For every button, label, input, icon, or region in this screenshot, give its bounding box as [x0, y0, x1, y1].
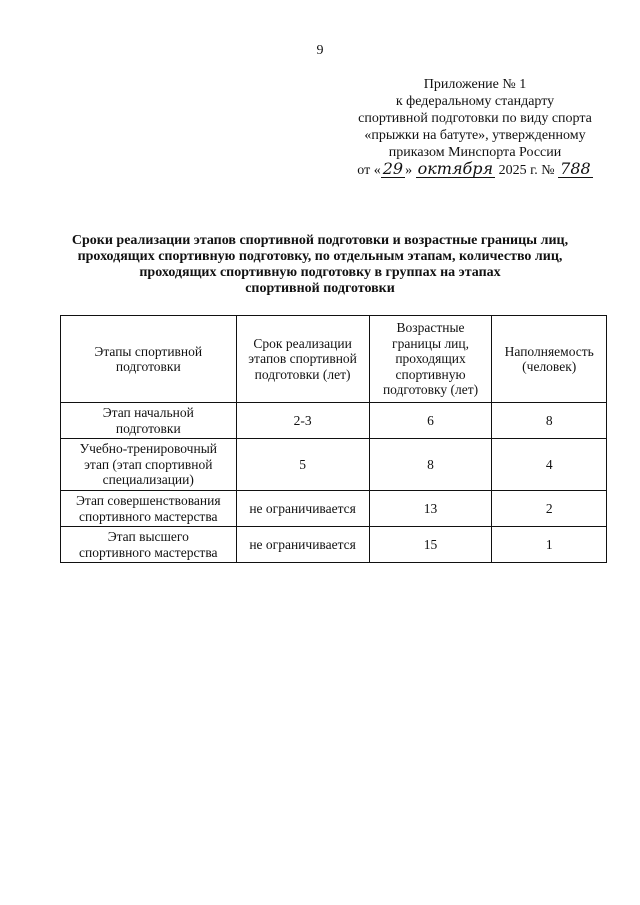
table-cell: Этап совершенствования спортивного мастерства [61, 491, 237, 527]
table-cell: Этап высшего спортивного мастерства [61, 527, 237, 563]
appendix-block [340, 76, 610, 179]
appendix-line: приказом Минспорта России [388, 145, 562, 160]
header-cell-age: Возрастные границы лиц, проходящих спортивную подготовку (лет) [369, 316, 492, 403]
date-year: 2025 г. № [498, 163, 555, 178]
table-cell: 5 [236, 439, 369, 491]
date-day: 29 [382, 159, 404, 178]
title-line: проходящих спортивную подготовку, по отдельным этапам, количество лиц, [77, 249, 563, 264]
table-cell: 8 [369, 439, 492, 491]
table-row [61, 439, 607, 491]
page-number: 9 [316, 43, 324, 58]
header-cell-stages: Этапы спортивной подготовки [61, 316, 237, 403]
table-cell: 4 [492, 439, 607, 491]
table-row [61, 527, 607, 563]
stages-table [60, 315, 607, 563]
date-mid: » [405, 163, 413, 178]
table-cell: 15 [369, 527, 492, 563]
table-cell: 2 [492, 491, 607, 527]
order-number: 788 [560, 159, 591, 178]
title-line: спортивной подготовки [245, 281, 395, 296]
order-date-line [340, 161, 610, 179]
table-cell: Учебно-тренировочный этап (этап спортивной специализации) [61, 439, 237, 491]
appendix-line: «прыжки на батуте», утвержденному [364, 128, 586, 143]
table-cell: 6 [369, 403, 492, 439]
appendix-line: Приложение № 1 [423, 77, 527, 92]
table-row [61, 491, 607, 527]
table-row [61, 403, 607, 439]
table-cell: Этап начальной подготовки [61, 403, 237, 439]
header-cell-duration: Срок реализации этапов спортивной подготовки (лет) [236, 316, 369, 403]
appendix-line: спортивной подготовки по виду спорта [358, 111, 592, 126]
table-cell: не ограничивается [236, 527, 369, 563]
date-prefix: от « [357, 163, 381, 178]
table-cell: 2-3 [236, 403, 369, 439]
table-cell: 13 [369, 491, 492, 527]
date-month: октября [417, 159, 494, 178]
table-cell: 8 [492, 403, 607, 439]
title-line: проходящих спортивную подготовку в группах на этапах [139, 265, 501, 280]
title-line: Сроки реализации этапов спортивной подготовки и возрастные границы лиц, [71, 233, 569, 248]
table-header-row [61, 316, 607, 403]
appendix-line: к федеральному стандарту [395, 94, 555, 109]
document-title [40, 233, 600, 297]
table-cell: 1 [492, 527, 607, 563]
header-cell-capacity: Наполняемость (человек) [492, 316, 607, 403]
table-cell: не ограничивается [236, 491, 369, 527]
